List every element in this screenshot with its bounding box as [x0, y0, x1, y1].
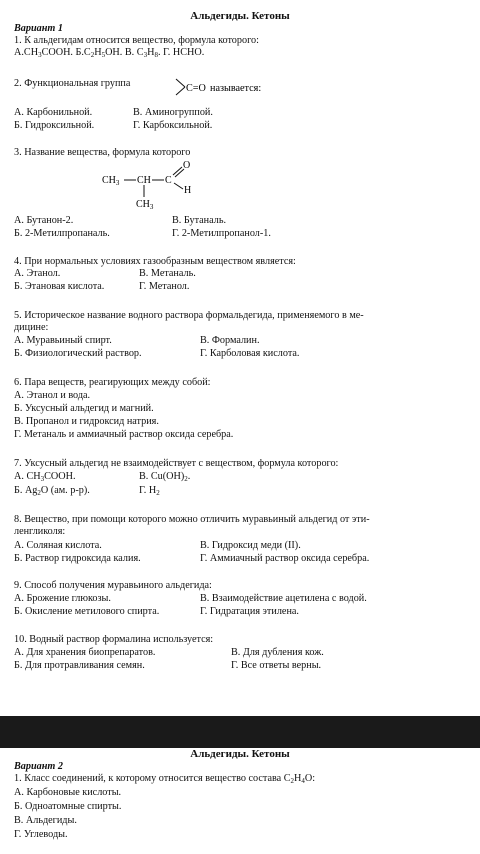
q8-option-g: Г. Аммиачный раствор оксида серебра.	[200, 553, 370, 564]
q6-option-g: Г. Метаналь и аммиачный раствор оксида серебра.	[14, 429, 234, 440]
svg-text:H: H	[184, 185, 192, 196]
question-5: 5. Историческое название водного раствора формальдегида, применяемого в ме-	[14, 310, 364, 321]
svg-text:CH: CH	[137, 175, 151, 186]
v2-q1-option-v: В. Альдегиды.	[14, 815, 77, 826]
q5-option-a: А. Муравьиный спирт.	[14, 335, 112, 346]
q7-option-a: А. $CH_3COOH$.	[14, 471, 76, 483]
q5-option-g: Г. Карболовая кислота.	[200, 348, 300, 359]
question-10: 10. Водный раствор формалина используется:	[14, 634, 214, 645]
page-title-2: Альдегиды. Кетоны	[190, 748, 290, 760]
variant-heading: Вариант 1	[14, 23, 63, 34]
q9-option-a: А. Брожение глюкозы.	[14, 593, 111, 604]
q6-option-a: А. Этанол и вода.	[14, 390, 91, 401]
v2-question-1: 1. Класс соединений, к которому относится вещество состава $C_2H_4O$:	[14, 773, 316, 785]
svg-text:CH3: $CH_3$	[136, 199, 154, 211]
structural-formula	[98, 160, 208, 210]
q7-option-g: Г. $H_2$	[139, 485, 160, 497]
q10-option-v: В. Для дубления кож.	[231, 647, 324, 658]
page-title: Альдегиды. Кетоны	[190, 10, 290, 22]
q2-option-b: Б. Гидроксильной.	[14, 120, 95, 131]
q10-option-b: Б. Для протравливания семян.	[14, 660, 145, 671]
question-8: 8. Вещество, при помощи которого можно отличить муравьиный альдегид от эти-	[14, 514, 370, 525]
svg-text:O: O	[183, 160, 191, 171]
v2-q1-option-g: Г. Углеводы.	[14, 829, 68, 840]
question-5-cont: дицине:	[14, 322, 49, 333]
question-4: 4. При нормальных условиях газообразным веществом является:	[14, 256, 296, 267]
q4-option-a: А. Этанол.	[14, 268, 61, 279]
q8-option-b: Б. Раствор гидроксида калия.	[14, 553, 141, 564]
question-1: 1. К альдегидам относится вещество, формула которого:	[14, 35, 259, 46]
q2-option-g: Г. Карбоксильной.	[133, 120, 213, 131]
svg-text:CH3: $CH_3$	[102, 175, 120, 187]
q10-option-g: Г. Все ответы верны.	[231, 660, 322, 671]
svg-text:C: C	[165, 175, 172, 186]
question-6: 6. Пара веществ, реагирующих между собой:	[14, 377, 211, 388]
question-2-suffix: называется:	[210, 83, 262, 94]
q8-option-v: В. Гидроксид меди (II).	[200, 540, 301, 551]
q7-option-b: Б. $Ag_2O$ (ам. р-р).	[14, 485, 90, 497]
question-3: 3. Название вещества, формула которого	[14, 147, 191, 158]
question-9: 9. Способ получения муравьиного альдегида:	[14, 580, 212, 591]
q3-option-b: Б. 2-Метилпропаналь.	[14, 228, 110, 239]
q6-option-b: Б. Уксусный альдегид и магний.	[14, 403, 154, 414]
q6-option-v: В. Пропанол и гидроксид натрия.	[14, 416, 159, 427]
q3-option-a: А. Бутанон-2.	[14, 215, 74, 226]
q4-option-b: Б. Этановая кислота.	[14, 281, 105, 292]
q7-option-v: В. $Cu(OH)_2$.	[139, 471, 191, 483]
q10-option-a: А. Для хранения биопрепаратов.	[14, 647, 156, 658]
question-1-options: $А.CH_3COOH$. $Б.C_2H_5OH$. В. $C_3H_8$. Г. HCHO.	[14, 47, 205, 59]
v2-q1-option-b: Б. Одноатомные спирты.	[14, 801, 122, 812]
question-7: 7. Уксусный альдегид не взаимодействует с веществом, формула которого:	[14, 458, 339, 469]
q5-option-v: В. Формалин.	[200, 335, 260, 346]
q3-option-v: В. Бутаналь.	[172, 215, 227, 226]
q8-option-a: А. Соляная кислота.	[14, 540, 102, 551]
q3-option-g: Г. 2-Метилпропанол-1.	[172, 228, 271, 239]
worksheet-variant-2	[0, 748, 480, 854]
q5-option-b: Б. Физиологический раствор.	[14, 348, 142, 359]
q2-option-v: В. Аминогруппой.	[133, 107, 213, 118]
carbonyl-group-diagram	[176, 76, 262, 98]
question-8-cont: ленгликоля:	[14, 526, 66, 537]
q9-option-v: В. Взаимодействие ацетилена с водой.	[200, 593, 367, 604]
q2-option-a: А. Карбонильной.	[14, 107, 93, 118]
q9-option-b: Б. Окисление метилового спирта.	[14, 606, 160, 617]
q4-option-g: Г. Метанол.	[139, 281, 190, 292]
q4-option-v: В. Метаналь.	[139, 268, 196, 279]
question-2: 2. Функциональная группа	[14, 78, 131, 89]
carbonyl-group-label: C=O	[186, 83, 206, 94]
page-separator	[0, 716, 480, 748]
v2-q1-option-a: А. Карбоновые кислоты.	[14, 787, 122, 798]
variant-heading-2: Вариант 2	[14, 761, 63, 772]
q9-option-g: Г. Гидратация этилена.	[200, 606, 299, 617]
